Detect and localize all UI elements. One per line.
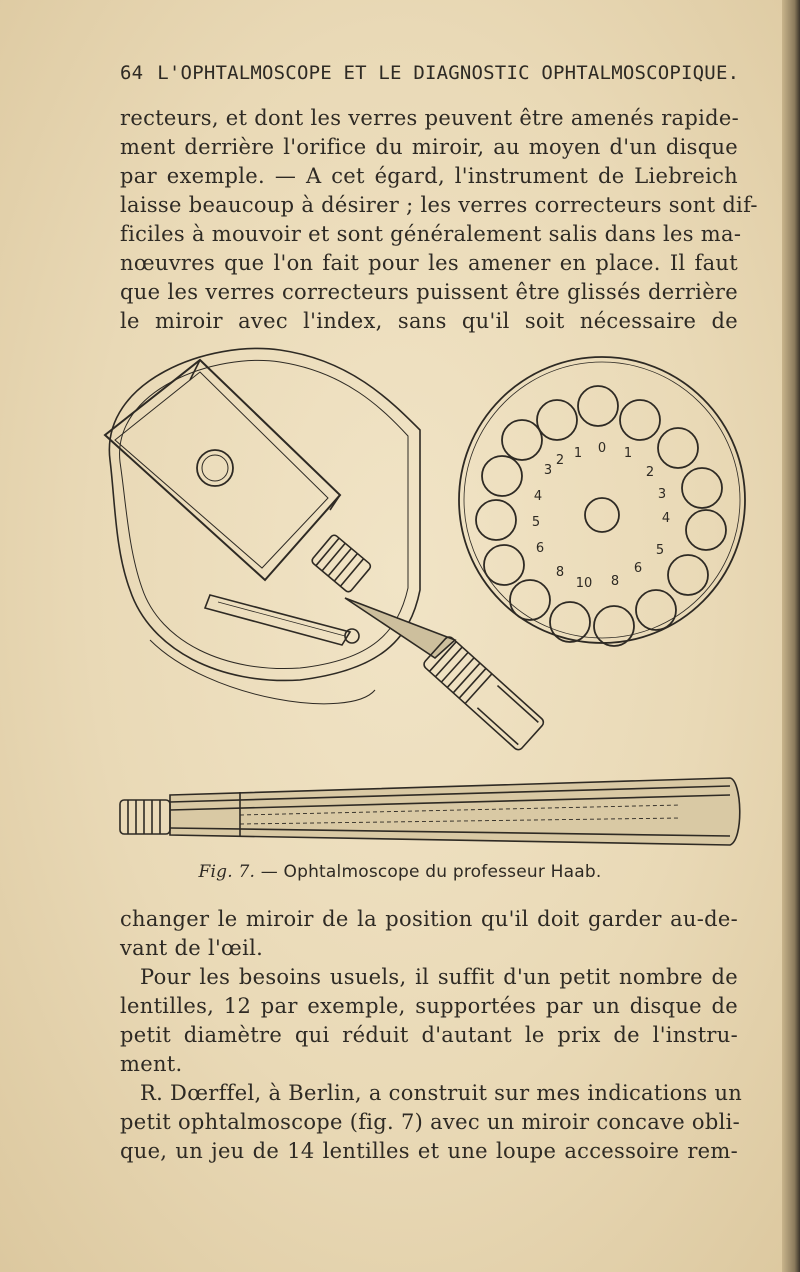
- text-line: nœuvres que l'on fait pour les amener en place. Il faut: [120, 251, 738, 275]
- page-number: 64: [120, 62, 144, 84]
- disc-number: 2: [555, 453, 565, 468]
- text-line: ment.: [120, 1052, 183, 1076]
- mirror-housing: [105, 360, 340, 580]
- figure-label: Fig. 7.: [198, 862, 256, 882]
- disc-number: 6: [535, 541, 545, 556]
- text-line: ficiles à mouvoir et sont généralement salis dans les ma-: [120, 222, 742, 246]
- disc-number: 5: [531, 515, 541, 530]
- text-line: changer le miroir de la position qu'il doit garder au-de-: [120, 907, 738, 931]
- disc-number: 2: [645, 465, 655, 480]
- text-line: Pour les besoins usuels, il suffit d'un petit nombre de: [140, 965, 738, 989]
- disc-number: 4: [533, 489, 543, 504]
- text-line: lentilles, 12 par exemple, supportées par un disque de: [120, 994, 738, 1018]
- text-line: ment derrière l'orifice du miroir, au moyen d'un disque: [120, 135, 738, 159]
- figure-ophthalmoscope: [90, 340, 750, 855]
- text-line: R. Dœrffel, à Berlin, a construit sur mes indications un: [140, 1081, 743, 1105]
- text-line: que, un jeu de 14 lentilles et une loupe accessoire rem-: [120, 1139, 738, 1163]
- paragraph-top: [120, 104, 758, 336]
- lens-slider: [205, 595, 350, 645]
- text-line: petit ophtalmoscope (fig. 7) avec un miroir concave obli-: [120, 1110, 741, 1134]
- disc-number: 5: [655, 543, 665, 558]
- running-title: L'OPHTALMOSCOPE ET LE DIAGNOSTIC OPHTALMOSCOPIQUE.: [157, 62, 740, 84]
- running-head: [120, 62, 740, 84]
- disc-number: 10: [575, 576, 593, 591]
- mirror-plate: [109, 348, 420, 680]
- disc-number: 8: [555, 565, 565, 580]
- text-line: laisse beaucoup à désirer ; les verres correcteurs sont dif-: [120, 193, 758, 217]
- text-line: le miroir avec l'index, sans qu'il soit nécessaire de: [120, 309, 738, 333]
- text-line: que les verres correcteurs puissent être glissés derrière: [120, 280, 738, 304]
- disc-number: 6: [633, 561, 643, 576]
- disc-center-hole: [585, 498, 619, 532]
- text-line: petit diamètre qui réduit d'autant le prix de l'instru-: [120, 1023, 738, 1047]
- adjust-knob: [311, 534, 372, 594]
- long-handle: [120, 778, 740, 845]
- disc-number: 1: [573, 446, 583, 461]
- disc-number: 1: [623, 446, 633, 461]
- disc-number: 3: [657, 487, 667, 502]
- text-line: recteurs, et dont les verres peuvent être amenés rapide-: [120, 106, 739, 130]
- figure-caption: [0, 862, 800, 882]
- text-line: vant de l'œil.: [120, 936, 264, 960]
- text-line: par exemple. — A cet égard, l'instrument de Liebreich: [120, 164, 738, 188]
- disc-number: 3: [543, 463, 553, 478]
- disc-number: 4: [661, 511, 671, 526]
- handle-tip: [345, 598, 455, 658]
- lens-ring: [476, 386, 726, 646]
- paragraph-bottom: [120, 905, 743, 1166]
- disc-number: 8: [610, 574, 620, 589]
- figure-caption-text: — Ophtalmoscope du professeur Haab.: [260, 862, 602, 882]
- disc-number: 0: [597, 441, 607, 456]
- page-edge: [782, 0, 800, 1272]
